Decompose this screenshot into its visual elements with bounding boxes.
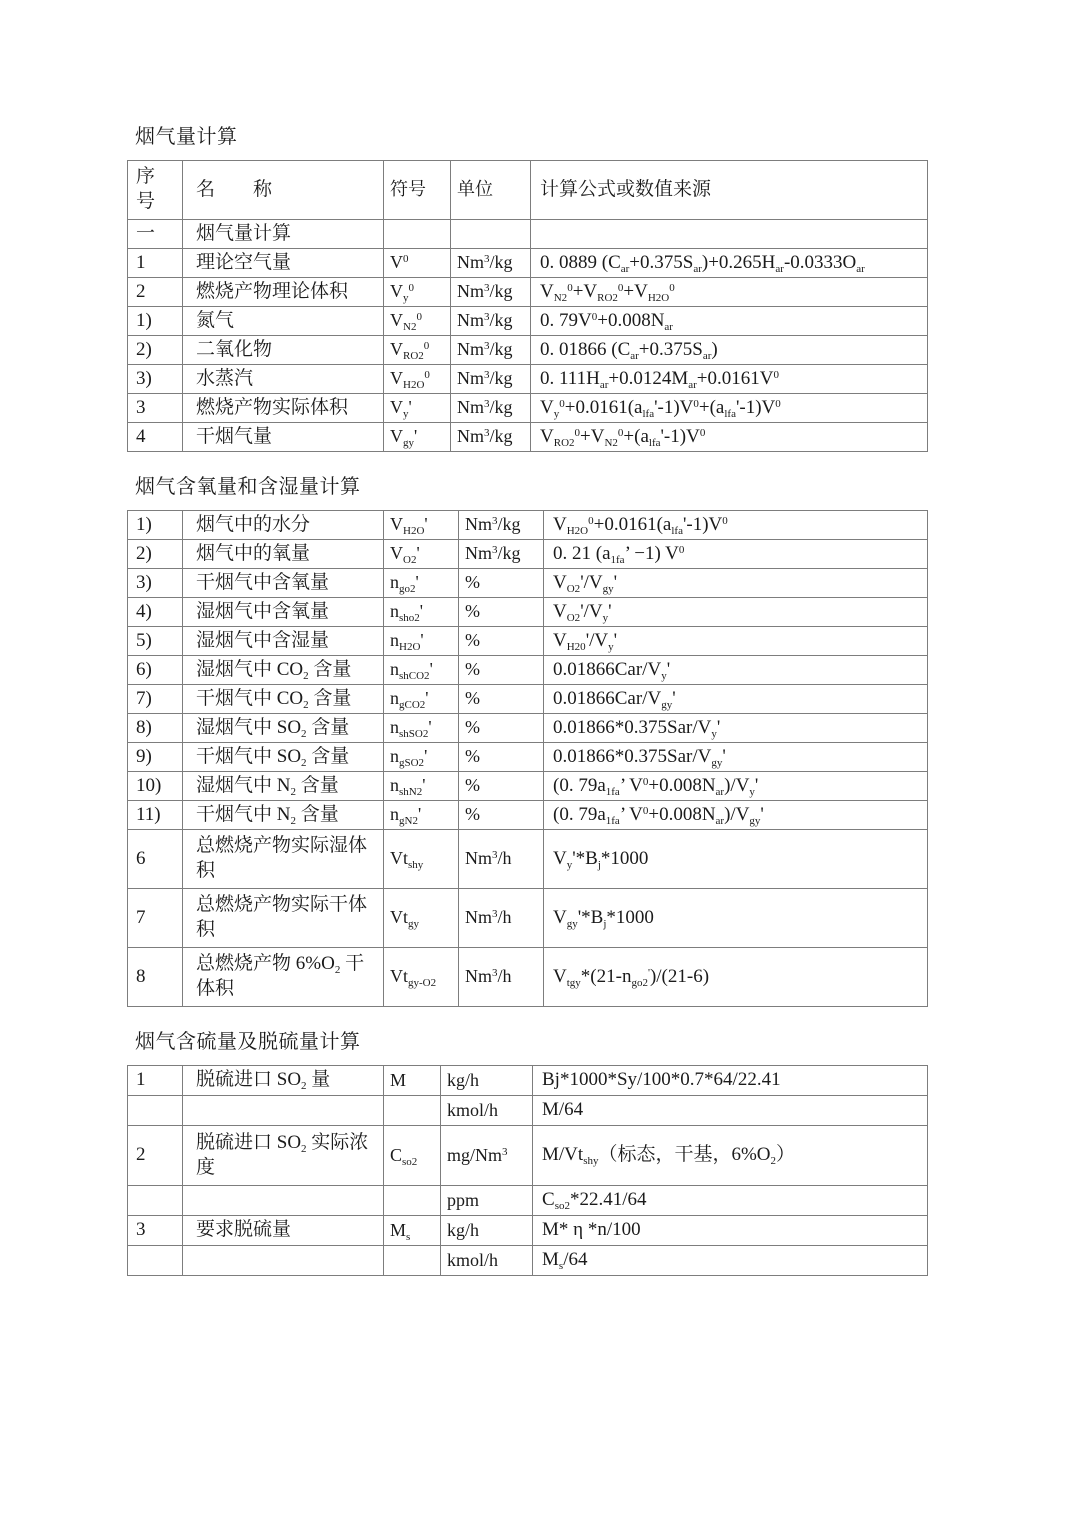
- symbol-cell: $Vt_{shy}$: [384, 830, 459, 889]
- unit-cell: %: [459, 656, 544, 685]
- symbol-cell: $n_{gSO2}'$: [384, 743, 459, 772]
- unit-cell: kg/h: [441, 1216, 533, 1246]
- table-row: [128, 365, 928, 394]
- unit-cell: %: [459, 743, 544, 772]
- formula-cell: $0.01866Car/V_y'$: [544, 656, 928, 685]
- unit-cell: %: [459, 627, 544, 656]
- row-index-cell: 1: [128, 1066, 183, 1096]
- formula-cell: Bj*1000*Sy/100*0.7*64/22.41: [533, 1066, 928, 1096]
- formula-cell: $C_{so2}*22.41/64$: [533, 1186, 928, 1216]
- table-row: [128, 1066, 928, 1096]
- name-cell: [183, 1186, 384, 1216]
- unit-cell: ppm: [441, 1186, 533, 1216]
- name-cell: 总燃烧产物实际干体积: [183, 889, 384, 948]
- unit-cell: %: [459, 801, 544, 830]
- name-cell: 湿烟气中 $N_2$ 含量: [183, 772, 384, 801]
- formula-cell: $V_{tgy}*(21-n_{go2}')/(21-6)$: [544, 948, 928, 1007]
- name-cell: 湿烟气中含湿量: [183, 627, 384, 656]
- symbol-cell: $n_{shCO2}'$: [384, 656, 459, 685]
- row-index-cell: 2: [128, 1126, 183, 1186]
- row-index-cell: [128, 1186, 183, 1216]
- unit-cell: Nm$^3$/kg: [451, 307, 531, 336]
- table-row: [128, 1246, 928, 1276]
- table-row: [128, 307, 928, 336]
- formula-cell: $V_{H2O}^0+0.0161(a_{lfa}'-1)V^0$: [544, 511, 928, 540]
- name-cell: 脱硫进口 $SO_2$ 量: [183, 1066, 384, 1096]
- unit-cell: Nm$^3$/kg: [459, 540, 544, 569]
- unit-cell: Nm$^3$/kg: [451, 423, 531, 452]
- table-row: [128, 889, 928, 948]
- section-flue-gas-volume: [127, 127, 927, 452]
- name-cell: 烟气量计算: [183, 220, 384, 249]
- formula-cell: $M/Vt_{shy}$（标态，干基，$6\%O_2$）: [533, 1126, 928, 1186]
- table-row: [128, 1186, 928, 1216]
- row-index-cell: 6: [128, 830, 183, 889]
- symbol-cell: $n_{go2}'$: [384, 569, 459, 598]
- unit-cell: kg/h: [441, 1066, 533, 1096]
- name-cell: 理论空气量: [183, 249, 384, 278]
- table-row: [128, 540, 928, 569]
- symbol-cell: $Vt_{gy}$: [384, 889, 459, 948]
- formula-cell: $V_{N2}^0+V_{RO2}^0+V_{H2O}^0$: [531, 278, 928, 307]
- symbol-cell: M: [384, 1066, 441, 1096]
- table-row: [128, 772, 928, 801]
- row-index-cell: 3): [128, 365, 183, 394]
- table-row: [128, 249, 928, 278]
- formula-cell: $0.01866*0.375Sar/V_{gy}'$: [544, 743, 928, 772]
- symbol-cell: $V_{RO2}^0$: [384, 336, 451, 365]
- symbol-cell: [384, 1246, 441, 1276]
- name-cell: [183, 1246, 384, 1276]
- formula-cell: $V_y'*B_j*1000$: [544, 830, 928, 889]
- unit-cell: %: [459, 569, 544, 598]
- formula-cell: M/64: [533, 1096, 928, 1126]
- name-cell: 干烟气中 $N_2$ 含量: [183, 801, 384, 830]
- unit-cell: mg/Nm$^3$: [441, 1126, 533, 1186]
- symbol-cell: $V_{N2}^0$: [384, 307, 451, 336]
- name-cell: 烟气中的水分: [183, 511, 384, 540]
- symbol-cell: [384, 220, 451, 249]
- table-row: [128, 714, 928, 743]
- name-cell: 氮气: [183, 307, 384, 336]
- name-cell: 燃烧产物理论体积: [183, 278, 384, 307]
- formula-cell: (0. $79a_{1fa}$’ $V^0+0.008N_{ar})/V_{gy}'$: [544, 801, 928, 830]
- formula-cell: [531, 220, 928, 249]
- symbol-cell: $V_{O2}'$: [384, 540, 459, 569]
- row-index-cell: 11): [128, 801, 183, 830]
- table-row: [128, 569, 928, 598]
- table-row: [128, 830, 928, 889]
- header-name-cell: 名 称: [183, 161, 384, 220]
- row-index-cell: 3: [128, 394, 183, 423]
- name-cell: 总燃烧产物 $6\%O_2$ 干体积: [183, 948, 384, 1007]
- formula-cell: $V_y^0+0.0161(a_{lfa}'-1)V^0+(a_{lfa}'-1)V^0$: [531, 394, 928, 423]
- symbol-cell: $V^0$: [384, 249, 451, 278]
- section-title-flue-gas-volume: 烟气量计算: [135, 126, 238, 148]
- table-row: [128, 685, 928, 714]
- formula-cell: $V_{gy}'*B_j*1000$: [544, 889, 928, 948]
- header-formula-cell: 计算公式或数值来源: [531, 161, 928, 220]
- row-index-cell: [128, 1096, 183, 1126]
- table-row: [128, 627, 928, 656]
- formula-cell: $V_{O2}'/V_y'$: [544, 598, 928, 627]
- unit-cell: Nm$^3$/h: [459, 948, 544, 1007]
- row-index-cell: 1): [128, 307, 183, 336]
- unit-cell: Nm$^3$/kg: [451, 336, 531, 365]
- sulfur-desulfurization-table: [127, 1065, 928, 1276]
- formula-cell: 0. 21 ($a_{1fa}$’ −1) $V^0$: [544, 540, 928, 569]
- symbol-cell: $V_y^0$: [384, 278, 451, 307]
- formula-cell: $V_{O2}'/V_{gy}'$: [544, 569, 928, 598]
- formula-cell: $0.01866*0.375Sar/V_y'$: [544, 714, 928, 743]
- name-cell: 水蒸汽: [183, 365, 384, 394]
- unit-cell: Nm$^3$/h: [459, 889, 544, 948]
- symbol-cell: $C_{so2}$: [384, 1126, 441, 1186]
- formula-cell: $M_s/64$: [533, 1246, 928, 1276]
- oxygen-moisture-table: [127, 510, 928, 1007]
- table-row: [128, 1216, 928, 1246]
- table-row: [128, 423, 928, 452]
- formula-cell: $V_{RO2}^0+V_{N2}^0+(a_{lfa}'-1)V^0$: [531, 423, 928, 452]
- unit-cell: %: [459, 714, 544, 743]
- table-row: [128, 801, 928, 830]
- symbol-cell: $n_{shN2}'$: [384, 772, 459, 801]
- row-index-cell: 8): [128, 714, 183, 743]
- section-title-oxygen-moisture: 烟气含氧量和含湿量计算: [135, 476, 361, 498]
- formula-cell: 0. $79V^0+0.008N_{ar}$: [531, 307, 928, 336]
- section-title-sulfur-desulfurization: 烟气含硫量及脱硫量计算: [135, 1031, 361, 1053]
- symbol-cell: $Vt_{gy-O2}$: [384, 948, 459, 1007]
- table-row: [128, 1126, 928, 1186]
- row-index-cell: 2: [128, 278, 183, 307]
- header-row-index-cell: 序 号: [128, 161, 183, 220]
- symbol-cell: $n_{gCO2}'$: [384, 685, 459, 714]
- formula-cell: (0. $79a_{1fa}$’ $V^0+0.008N_{ar})/V_y'$: [544, 772, 928, 801]
- symbol-cell: $V_{H2O}'$: [384, 511, 459, 540]
- row-index-cell: 8: [128, 948, 183, 1007]
- symbol-cell: $V_{gy}'$: [384, 423, 451, 452]
- symbol-cell: $n_{gN2}'$: [384, 801, 459, 830]
- table-row: [128, 278, 928, 307]
- symbol-cell: $V_y'$: [384, 394, 451, 423]
- row-index-cell: 3): [128, 569, 183, 598]
- name-cell: 干烟气中含氧量: [183, 569, 384, 598]
- formula-cell: $V_{H20}'/V_y'$: [544, 627, 928, 656]
- row-index-cell: 4: [128, 423, 183, 452]
- name-cell: 烟气中的氧量: [183, 540, 384, 569]
- table-row: [128, 948, 928, 1007]
- flue-gas-volume-table: [127, 160, 928, 452]
- row-index-cell: 2): [128, 540, 183, 569]
- table-row: [128, 220, 928, 249]
- symbol-cell: [384, 1186, 441, 1216]
- row-index-cell: 5): [128, 627, 183, 656]
- table-row: [128, 511, 928, 540]
- unit-cell: Nm$^3$/kg: [459, 511, 544, 540]
- header-unit-cell: 单位: [451, 161, 531, 220]
- row-index-cell: 9): [128, 743, 183, 772]
- unit-cell: %: [459, 685, 544, 714]
- unit-cell: %: [459, 772, 544, 801]
- name-cell: 湿烟气中 $CO_2$ 含量: [183, 656, 384, 685]
- section-sulfur-desulfurization: [127, 1032, 927, 1276]
- unit-cell: Nm$^3$/kg: [451, 394, 531, 423]
- name-cell: 脱硫进口 $SO_2$ 实际浓度: [183, 1126, 384, 1186]
- table-row: [128, 656, 928, 685]
- row-index-cell: 6): [128, 656, 183, 685]
- name-cell: 干烟气中 $SO_2$ 含量: [183, 743, 384, 772]
- formula-cell: $0.01866Car/V_{gy}'$: [544, 685, 928, 714]
- symbol-cell: $V_{H2O}^0$: [384, 365, 451, 394]
- name-cell: 二氧化物: [183, 336, 384, 365]
- formula-cell: 0. 01866 $(C_{ar}+0.375S_{ar})$: [531, 336, 928, 365]
- unit-cell: %: [459, 598, 544, 627]
- name-cell: 干烟气量: [183, 423, 384, 452]
- row-index-cell: 2): [128, 336, 183, 365]
- row-index-cell: 4): [128, 598, 183, 627]
- row-index-cell: 1: [128, 249, 183, 278]
- row-index-cell: 1): [128, 511, 183, 540]
- symbol-cell: $n_{shSO2}'$: [384, 714, 459, 743]
- table-row: [128, 598, 928, 627]
- row-index-cell: [128, 1246, 183, 1276]
- formula-cell: 0. 0889 $(C_{ar}+0.375S_{ar})+0.265H_{ar}-0.0333O_{ar}$: [531, 249, 928, 278]
- unit-cell: kmol/h: [441, 1096, 533, 1126]
- name-cell: 要求脱硫量: [183, 1216, 384, 1246]
- name-cell: 湿烟气中 $SO_2$ 含量: [183, 714, 384, 743]
- table-row: [128, 743, 928, 772]
- unit-cell: Nm$^3$/kg: [451, 278, 531, 307]
- name-cell: 干烟气中 $CO_2$ 含量: [183, 685, 384, 714]
- symbol-cell: [384, 1096, 441, 1126]
- formula-cell: M* η *n/100: [533, 1216, 928, 1246]
- document-content: [127, 127, 927, 1276]
- table-row: [128, 336, 928, 365]
- symbol-cell: $n_{H2O}'$: [384, 627, 459, 656]
- name-cell: 燃烧产物实际体积: [183, 394, 384, 423]
- row-index-cell: 7: [128, 889, 183, 948]
- unit-cell: Nm$^3$/kg: [451, 365, 531, 394]
- symbol-cell: $n_{sho2}'$: [384, 598, 459, 627]
- symbol-cell: $M_s$: [384, 1216, 441, 1246]
- unit-cell: [451, 220, 531, 249]
- row-index-cell: 3: [128, 1216, 183, 1246]
- unit-cell: Nm$^3$/kg: [451, 249, 531, 278]
- unit-cell: kmol/h: [441, 1246, 533, 1276]
- name-cell: [183, 1096, 384, 1126]
- row-index-cell: 7): [128, 685, 183, 714]
- formula-cell: 0. $111H_{ar}+0.0124M_{ar}+0.0161V^0$: [531, 365, 928, 394]
- name-cell: 湿烟气中含氧量: [183, 598, 384, 627]
- section-oxygen-moisture: [127, 477, 927, 1007]
- unit-cell: Nm$^3$/h: [459, 830, 544, 889]
- table-row: [128, 1096, 928, 1126]
- name-cell: 总燃烧产物实际湿体积: [183, 830, 384, 889]
- header-symbol-cell: 符号: [384, 161, 451, 220]
- table-row: [128, 394, 928, 423]
- row-index-cell: 一: [128, 220, 183, 249]
- row-index-cell: 10): [128, 772, 183, 801]
